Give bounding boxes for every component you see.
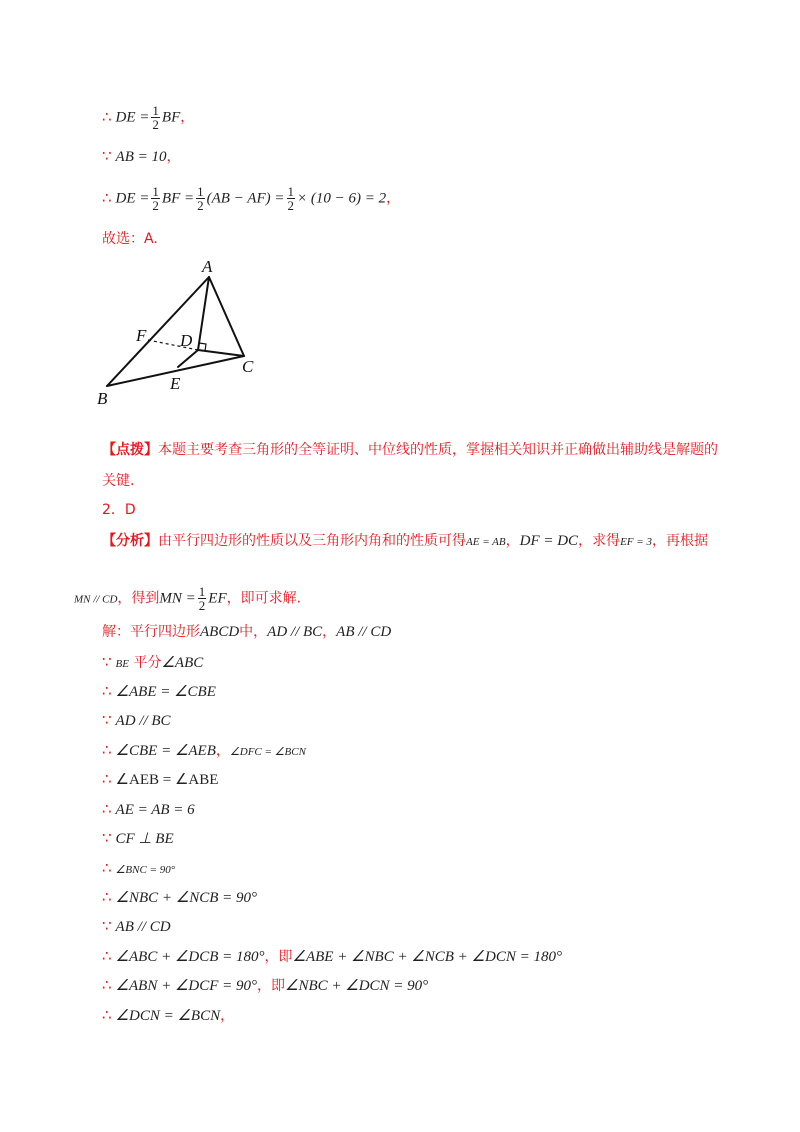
math-expr: ∠CBE = ∠AEB — [115, 743, 216, 759]
math-expr: CF ⊥ BE — [115, 831, 174, 847]
math-expr: DE = — [115, 190, 150, 207]
because-symbol: ∵ — [102, 917, 112, 935]
therefore-symbol: ∴ — [102, 947, 112, 965]
question-2-answer: 2．D — [102, 502, 136, 518]
solution-text: ，即 — [257, 978, 286, 994]
analysis-line-1 — [102, 531, 708, 552]
punct: ， — [215, 743, 230, 759]
solution-text: 平分 — [133, 655, 162, 671]
solution-step-11 — [102, 946, 562, 967]
solution-step-13 — [102, 1005, 234, 1026]
tip-text: 本题主要考查三角形的全等证明、中位线的性质，掌握相关知识并正确做出辅助线是解题的 — [158, 442, 718, 458]
math-expr: MN = — [159, 590, 196, 607]
tip-label: 【点拨】 — [102, 442, 158, 458]
analysis-text: ，即可求解. — [226, 590, 302, 607]
fraction-half: $\frac{1}{2}$ — [152, 103, 159, 132]
analysis-label: 【分析】 — [102, 533, 158, 549]
math-expr: EF = 3 — [620, 536, 652, 548]
punct: ， — [322, 624, 337, 640]
therefore-symbol: ∴ — [102, 800, 112, 818]
label-C: C — [242, 357, 254, 376]
therefore-symbol: ∴ — [102, 682, 112, 700]
triangle-figure — [96, 255, 266, 405]
solution-intro — [102, 622, 391, 642]
tip-line-1 — [102, 440, 718, 460]
segment-AB — [107, 277, 209, 386]
proof-line-1 — [102, 104, 194, 131]
punct: ， — [166, 149, 181, 165]
segment-AC — [209, 277, 244, 356]
math-expr: ∠ABC — [161, 655, 204, 671]
because-symbol: ∵ — [102, 711, 112, 729]
punct: ， — [386, 190, 401, 207]
solution-step-1 — [102, 652, 203, 674]
solution-text: ，即 — [264, 949, 293, 965]
solution-step-9 — [102, 887, 257, 908]
because-symbol: ∵ — [102, 829, 112, 847]
tip-line-2: 关键. — [102, 473, 135, 489]
solution-text: 中， — [239, 624, 268, 640]
label-A: A — [202, 257, 213, 276]
solution-step-2 — [102, 681, 216, 702]
math-expr: ∠NBC + ∠NCB = 90° — [115, 890, 258, 906]
math-expr: ∠ABN + ∠DCF = 90° — [115, 978, 258, 994]
label-F: F — [136, 326, 147, 345]
math-expr: BE — [115, 658, 129, 670]
math-expr: AB = 10 — [115, 149, 167, 165]
therefore-symbol: ∴ — [102, 107, 112, 126]
because-symbol: ∵ — [102, 653, 112, 671]
analysis-text: ，得到 — [117, 590, 160, 607]
math-expr: AD // BC — [115, 713, 171, 729]
math-expr: ∠NBC + ∠DCN = 90° — [285, 978, 429, 994]
segment-DE — [178, 350, 198, 367]
analysis-text: ，再根据 — [651, 533, 708, 549]
fraction-half: $\frac{1}{2}$ — [198, 584, 206, 613]
punct: ， — [180, 109, 195, 126]
fraction-half: $\frac{1}{2}$ — [287, 184, 294, 213]
label-B: B — [97, 389, 108, 405]
therefore-symbol: ∴ — [102, 770, 112, 788]
proof-line-2 — [102, 146, 181, 167]
solution-step-6 — [102, 799, 195, 820]
therefore-symbol: ∴ — [102, 1006, 112, 1024]
math-expr: ABCD — [200, 624, 240, 640]
fraction-half: $\frac{1}{2}$ — [152, 184, 159, 213]
math-expr: (AB − AF) = — [206, 190, 285, 207]
math-expr: BF = — [161, 190, 195, 207]
solution-step-7 — [102, 828, 174, 849]
punct: ， — [220, 1008, 235, 1024]
analysis-text: ，求得 — [578, 533, 621, 549]
solution-step-5 — [102, 769, 218, 790]
label-D: D — [180, 331, 193, 350]
math-expr: ∠ABE + ∠NBC + ∠NCB + ∠DCN = 180° — [292, 949, 562, 965]
therefore-symbol: ∴ — [102, 976, 112, 994]
punct: ， — [505, 533, 520, 549]
solution-step-10 — [102, 916, 171, 937]
therefore-symbol: ∴ — [102, 859, 112, 877]
solution-step-4 — [102, 740, 306, 762]
math-expr: AB // CD — [115, 919, 171, 935]
because-symbol: ∵ — [102, 147, 112, 165]
math-expr: AB // CD — [336, 624, 392, 640]
therefore-symbol: ∴ — [102, 888, 112, 906]
solution-step-8 — [102, 858, 175, 880]
math-expr: MN // CD — [74, 593, 118, 606]
solution-step-12 — [102, 975, 428, 996]
math-expr: ∠DCN = ∠BCN — [115, 1008, 221, 1024]
math-expr: × (10 − 6) = 2 — [297, 190, 387, 207]
math-expr: EF — [208, 590, 227, 607]
math-expr: AD // BC — [267, 624, 323, 640]
math-expr: ∠ABE = ∠CBE — [115, 684, 216, 700]
analysis-text: 由平行四边形的性质以及三角形内角和的性质可得 — [158, 533, 466, 549]
proof-line-3 — [102, 185, 400, 212]
analysis-line-2 — [74, 585, 301, 612]
solution-label: 解：平行四边形 — [102, 624, 200, 640]
label-E: E — [170, 374, 181, 393]
math-expr: AE = AB — [466, 536, 506, 548]
math-expr: ∠ABC + ∠DCB = 180° — [115, 949, 265, 965]
math-expr: AE = AB = 6 — [115, 802, 195, 818]
therefore-symbol: ∴ — [102, 741, 112, 759]
math-expr: BF — [161, 109, 181, 126]
math-expr: ∠DFC = ∠BCN — [229, 746, 306, 758]
math-expr: ∠AEB = ∠ABE — [115, 772, 219, 788]
math-expr: DF = DC — [519, 533, 579, 549]
therefore-symbol: ∴ — [102, 188, 112, 207]
answer-line: 故选：A. — [102, 231, 158, 247]
math-expr: DE = — [115, 109, 150, 126]
fraction-half: $\frac{1}{2}$ — [197, 184, 204, 213]
solution-step-3 — [102, 710, 171, 731]
math-expr: ∠BNC = 90° — [115, 864, 176, 876]
